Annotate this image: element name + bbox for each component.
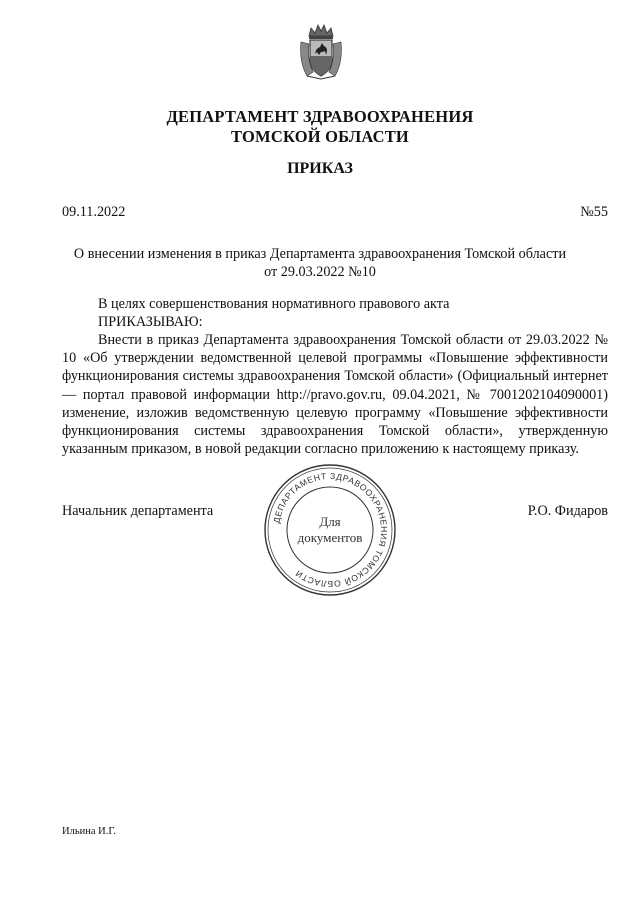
preamble-text: В целях совершенствования нормативного правового акта: [98, 296, 450, 312]
stamp-center-line-1: Для: [319, 514, 341, 529]
official-stamp: [262, 462, 398, 598]
order-keyword: ПРИКАЗЫВАЮ:: [98, 314, 203, 330]
signer-name: Р.О. Фидаров: [527, 503, 608, 519]
document-number: №55: [580, 204, 608, 220]
stamp-center-line-2: документов: [297, 530, 363, 545]
tomsk-region-coat-of-arms-icon: [299, 22, 343, 80]
executor-name: Ильина И.Г.: [62, 826, 116, 837]
organization-name-line-1: ДЕПАРТАМЕНТ ЗДРАВООХРАНЕНИЯ: [166, 107, 474, 126]
stamp-outer-text: ДЕПАРТАМЕНТ ЗДРАВООХРАНЕНИЯ ТОМСКОЙ ОБЛАСТИ: [271, 470, 390, 590]
subject-line-1: О внесении изменения в приказ Департамента здравоохранения Томской области: [73, 246, 567, 262]
signer-title: Начальник департамента: [62, 503, 214, 519]
order-body-paragraph: Внести в приказ Департамента здравоохранения Томской области от 29.03.2022 № 10 «Об утверждении ведомственной целевой программы «Повышение эффективности функционирования системы здравоохранения Томской области» (Официальный интернет — портал правовой информации http://pravo.gov.ru, 09.04.2021, № 7001202104090001) изменение, изложив ведомственную целевую программу «Повышение эффективности функционирования системы здравоохранения Томской области», утвержденную указанным приказом, в новой редакции согласно приложению к настоящему приказу.: [62, 332, 608, 458]
organization-name-line-2: ТОМСКОЙ ОБЛАСТИ: [231, 127, 409, 146]
document-type-title: ПРИКАЗ: [287, 160, 353, 177]
document-date: 09.11.2022: [62, 204, 126, 220]
subject-line-2: от 29.03.2022 №10: [264, 264, 376, 280]
